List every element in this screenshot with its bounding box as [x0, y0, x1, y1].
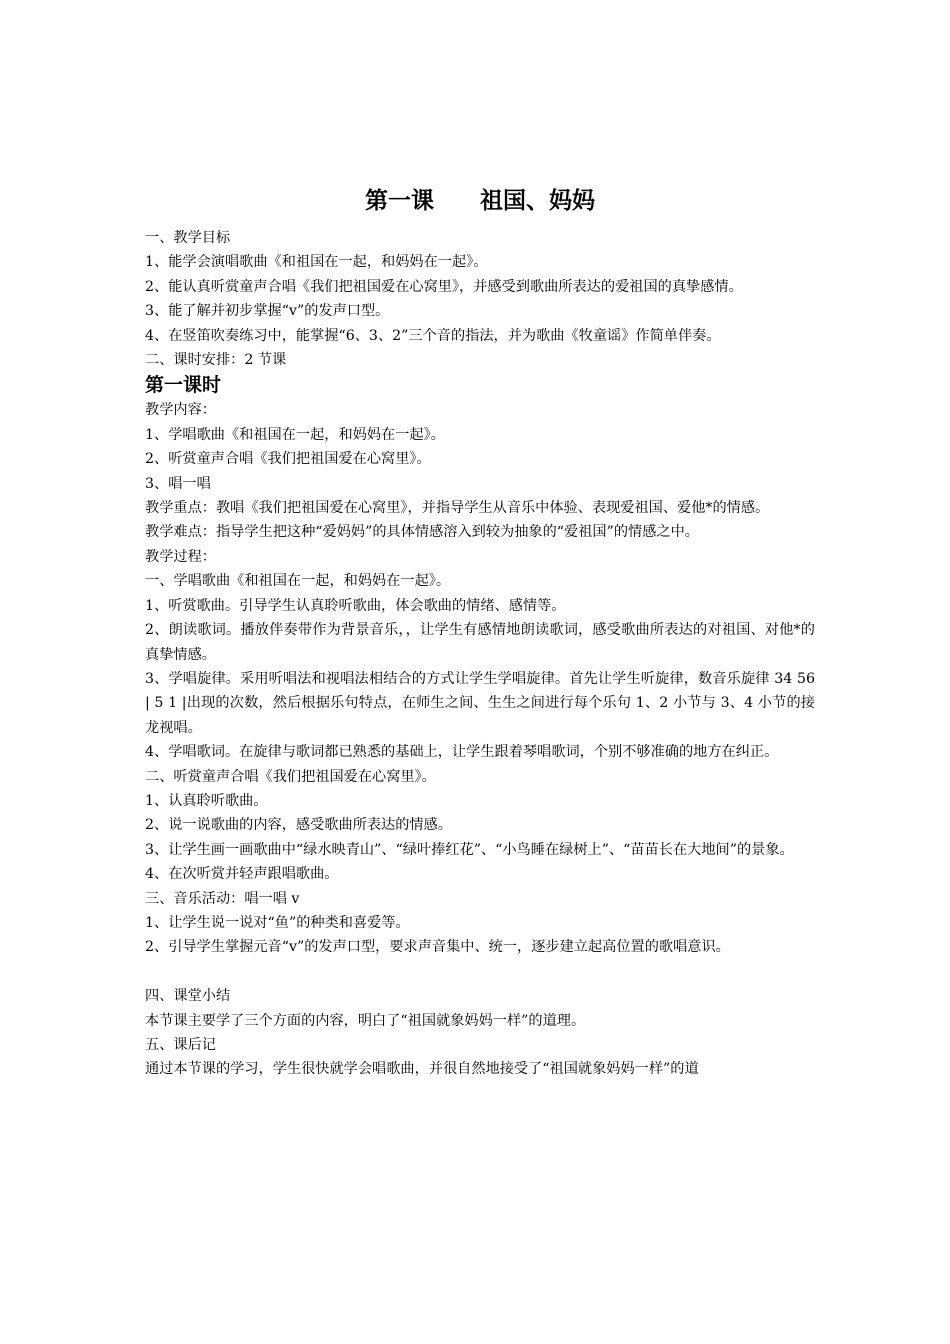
process-item: 2、引导学生掌握元音“v”的发声口型，要求声音集中、统一，逐步建立起高位置的歌唱意识。 [145, 939, 730, 956]
process-heading: 五、课后记 [145, 1036, 216, 1053]
content-item: 2、听赏童声合唱《我们把祖国爱在心窝里》。 [145, 451, 431, 468]
process-item: 2、说一说歌曲的内容，感受歌曲所表达的情感。 [145, 817, 452, 834]
objective-item: 2、能认真听赏童声合唱《我们把祖国爱在心窝里》，并感受到歌曲所表达的爱祖国的真挚感情。 [145, 278, 743, 295]
process-item: 2、朗读歌词。播放伴奏带作为背景音乐，，让学生有感情地朗读歌词，感受歌曲所表达的对祖国、对他*的真挚情感。 [145, 622, 815, 663]
lesson-heading: 第一课时 [145, 374, 222, 397]
section-heading-schedule: 二、课时安排：2 节课 [145, 352, 287, 369]
document-page [145, 186, 815, 1082]
section-heading-objectives: 一、教学目标 [145, 230, 231, 246]
content-item: 1、学唱歌曲《和祖国在一起，和妈妈在一起》。 [145, 426, 445, 443]
process-label: 教学过程： [145, 548, 216, 565]
process-item: 1、认真聆听歌曲。 [145, 792, 268, 809]
process-item: 1、听赏歌曲。引导学生认真聆听歌曲，体会歌曲的情绪、感情等。 [145, 597, 566, 614]
process-item: 4、在次听赏并轻声跟唱歌曲。 [145, 866, 339, 883]
process-item: 3、让学生画一画歌曲中“绿水映青山”、“绿叶捧红花”、“小鸟睡在绿树上”、“苗苗长在大地间”的景象。 [145, 841, 794, 858]
difficulty: 教学难点：指导学生把这种“爱妈妈”的具体情感溶入到较为抽象的“爱祖国”的情感之中。 [145, 524, 699, 541]
summary-text: 本节课主要学了三个方面的内容，明白了“祖国就象妈妈一样”的道理。 [145, 1012, 586, 1029]
key-point: 教学重点：教唱《我们把祖国爱在心窝里》，并指导学生从音乐中体验、表现爱祖国、爱他*的情感。 [145, 500, 770, 517]
process-heading: 一、学唱歌曲《和祖国在一起，和妈妈在一起》。 [145, 573, 451, 590]
objective-item: 3、能了解并初步掌握“v”的发声口型。 [145, 303, 390, 320]
process-heading: 三、音乐活动：唱一唱 v [145, 890, 300, 907]
blank-line [145, 960, 815, 984]
objective-item: 1、能学会演唱歌曲《和祖国在一起，和妈妈在一起》。 [145, 254, 488, 271]
page-title: 第一课 祖国、妈妈 [365, 187, 595, 214]
content-label: 教学内容： [145, 402, 216, 419]
content-item: 3、唱一唱 [145, 475, 211, 492]
reflection-text: 通过本节课的学习，学生很快就学会唱歌曲，并很自然地接受了“祖国就象妈妈一样”的道 [145, 1061, 699, 1078]
process-heading: 四、课堂小结 [145, 988, 231, 1005]
process-heading: 二、听赏童声合唱《我们把祖国爱在心窝里》。 [145, 768, 436, 785]
process-item: 3、学唱旋律。采用听唱法和视唱法相结合的方式让学生学唱旋律。首先让学生听旋律，数音乐旋律 34 56 | 5 1 |出现的次数，然后根据乐句特点，在师生之间、生生之间进行每个乐句 1、2 小节与 3、4 小节的接龙视唱。 [145, 670, 815, 736]
process-item: 4、学唱歌词。在旋律与歌词都已熟悉的基础上，让学生跟着琴唱歌词，个别不够准确的地方在纠正。 [145, 744, 779, 761]
objective-item: 4、在竖笛吹奏练习中，能掌握“6、3、2”三个音的指法，并为歌曲《牧童谣》作简单伴奏。 [145, 327, 721, 344]
process-item: 1、让学生说一说对“鱼”的种类和喜爱等。 [145, 914, 410, 931]
